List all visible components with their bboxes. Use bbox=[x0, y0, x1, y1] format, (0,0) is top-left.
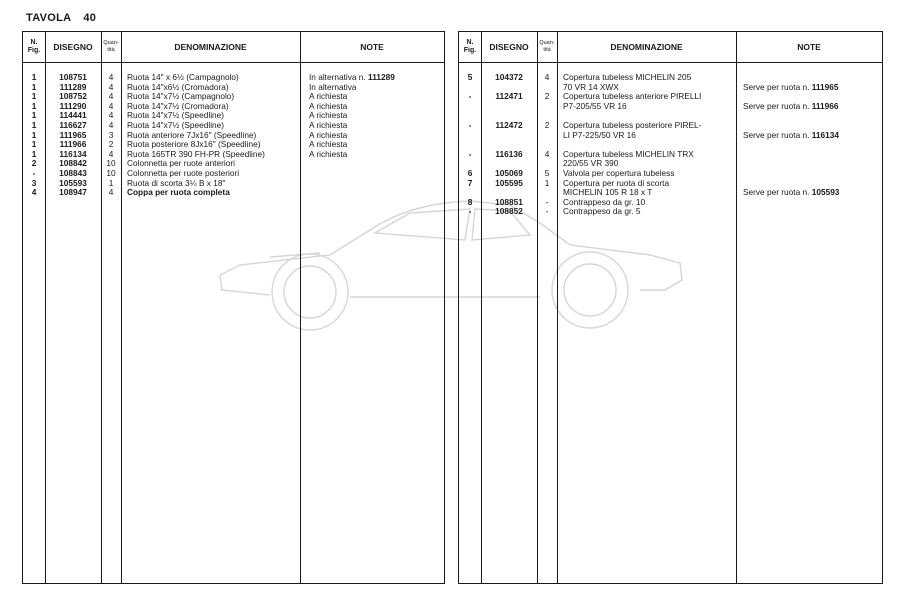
header-quantita: Quan- tità bbox=[539, 40, 555, 53]
table-row bbox=[459, 131, 882, 141]
table-row bbox=[23, 73, 444, 83]
qty-cell: 10 bbox=[106, 167, 116, 178]
code-cell: 105593 bbox=[59, 177, 87, 188]
qty-cell: 4 bbox=[108, 119, 114, 130]
table-row bbox=[459, 102, 882, 112]
description-cell: Ruota 165TR 390 FH-PR (Speedline) bbox=[127, 148, 265, 159]
fig-cell: 1 bbox=[31, 129, 37, 140]
note-cell bbox=[309, 150, 347, 160]
code-cell: 108851 bbox=[495, 196, 523, 207]
code-cell: 108842 bbox=[59, 158, 87, 169]
fig-cell: - bbox=[468, 119, 472, 130]
qty-cell: 2 bbox=[544, 91, 550, 102]
description-cell: LI P7-225/50 VR 16 bbox=[563, 129, 636, 140]
description-cell: Contrappeso da gr. 5 bbox=[563, 206, 641, 217]
description-cell: P7-205/55 VR 16 bbox=[563, 100, 627, 111]
code-cell: 105595 bbox=[495, 177, 523, 188]
note-reference: 111965 bbox=[811, 81, 839, 92]
qty-cell: 1 bbox=[108, 177, 114, 188]
fig-cell: 1 bbox=[31, 72, 37, 82]
note-text: Serve per ruota n. bbox=[743, 129, 810, 140]
description-cell: Ruota anteriore 7Jx16" (Speedline) bbox=[127, 129, 257, 140]
qty-cell: 4 bbox=[108, 81, 114, 92]
qty-cell: 2 bbox=[544, 119, 550, 130]
description-cell: Copertura tubeless anteriore PIRELLI bbox=[563, 91, 702, 102]
fig-cell: 4 bbox=[31, 187, 37, 198]
description-cell: MICHELIN 105 R 18 x T bbox=[563, 187, 653, 198]
fig-cell: 8 bbox=[467, 196, 473, 207]
code-cell: 108751 bbox=[59, 72, 87, 82]
description-cell: Colonnetta per ruote posteriori bbox=[127, 167, 240, 178]
note-reference: 111289 bbox=[368, 72, 395, 82]
qty-cell: - bbox=[545, 206, 549, 217]
fig-cell: 1 bbox=[31, 81, 37, 92]
note-text: In alternativa n. bbox=[309, 72, 366, 82]
description-cell: Contrappeso da gr. 10 bbox=[563, 196, 646, 207]
description-cell: Ruota 14"x7½ (Cromadora) bbox=[127, 100, 229, 111]
code-cell: 111290 bbox=[59, 100, 87, 111]
qty-cell: 4 bbox=[108, 72, 114, 82]
header-disegno: DISEGNO bbox=[489, 42, 529, 52]
fig-cell: 1 bbox=[31, 139, 37, 150]
note-text: A richiesta bbox=[309, 148, 348, 159]
note-text: A richiesta bbox=[309, 110, 348, 121]
page-number: 40 bbox=[83, 12, 97, 24]
qty-cell: 4 bbox=[108, 187, 114, 198]
code-cell: 108752 bbox=[59, 91, 87, 102]
note-text: A richiesta bbox=[309, 91, 348, 102]
code-cell: 114441 bbox=[59, 110, 87, 121]
qty-cell: 3 bbox=[108, 129, 114, 140]
fig-cell: 1 bbox=[31, 119, 37, 130]
table-row bbox=[23, 92, 444, 102]
note-reference: 116134 bbox=[811, 129, 839, 140]
header-denominazione: DENOMINAZIONE bbox=[174, 42, 247, 52]
note-text: A richiesta bbox=[309, 119, 348, 130]
description-cell: Ruota posteriore 8Jx16" (Speedline) bbox=[127, 139, 261, 150]
note-text: Serve per ruota n. bbox=[743, 100, 810, 111]
note-text: A richiesta bbox=[309, 100, 348, 111]
parts-table-right bbox=[458, 31, 883, 584]
description-cell: Copertura tubeless MICHELIN TRX bbox=[563, 148, 694, 159]
header-fig: N. Fig. bbox=[27, 39, 41, 54]
code-cell: 108843 bbox=[59, 167, 87, 178]
fig-cell: 3 bbox=[31, 177, 37, 188]
qty-cell: 4 bbox=[108, 91, 114, 102]
description-cell: Copertura per ruota di scorta bbox=[563, 177, 670, 188]
qty-cell: 4 bbox=[108, 110, 114, 121]
code-cell: 116134 bbox=[59, 148, 87, 159]
description-cell: 220/55 VR 390 bbox=[563, 158, 619, 169]
description-cell: Copertura tubeless posteriore PIREL- bbox=[563, 119, 702, 130]
note-text: A richiesta bbox=[309, 129, 348, 140]
description-cell: Valvola per copertura tubeless bbox=[563, 167, 675, 178]
description-cell: Ruota 14"x6½ (Cromadora) bbox=[127, 81, 229, 92]
parts-table-left bbox=[22, 31, 445, 584]
fig-cell: 2 bbox=[31, 158, 37, 169]
code-cell: 104372 bbox=[495, 72, 523, 82]
fig-cell: - bbox=[32, 167, 36, 178]
note-text: Serve per ruota n. bbox=[743, 187, 810, 198]
right-rows bbox=[459, 73, 882, 217]
fig-cell: 1 bbox=[31, 91, 37, 102]
code-cell: 108852 bbox=[495, 206, 523, 217]
description-cell: 70 VR 14 XWX bbox=[563, 81, 619, 92]
description-cell: Ruota di scorta 3¼ B x 18" bbox=[127, 177, 226, 188]
page-label: TAVOLA bbox=[26, 12, 72, 24]
note-text: Serve per ruota n. bbox=[743, 81, 810, 92]
qty-cell: 4 bbox=[108, 148, 114, 159]
header-note: NOTE bbox=[360, 42, 384, 52]
qty-cell: - bbox=[545, 196, 549, 207]
note-cell bbox=[743, 102, 839, 112]
page-title bbox=[26, 12, 96, 24]
note-reference: 111966 bbox=[811, 100, 839, 111]
note-cell bbox=[743, 83, 839, 93]
fig-cell: 1 bbox=[31, 110, 37, 121]
code-cell: 112472 bbox=[495, 119, 523, 130]
table-row bbox=[459, 207, 882, 217]
code-cell: 116627 bbox=[59, 119, 87, 130]
note-cell bbox=[743, 188, 839, 198]
description-cell: Colonnetta per ruote anteriori bbox=[127, 158, 235, 169]
fig-cell: 6 bbox=[467, 167, 473, 178]
description-cell: Ruota 14" x 6½ (Campagnolo) bbox=[127, 72, 239, 82]
description-cell: Coppa per ruota completa bbox=[127, 187, 230, 198]
fig-cell: 5 bbox=[467, 72, 473, 82]
description-cell: Ruota 14"x7½ (Campagnolo) bbox=[127, 91, 235, 102]
header-fig: N. Fig. bbox=[463, 39, 477, 54]
table-row bbox=[459, 150, 882, 160]
header-disegno: DISEGNO bbox=[53, 42, 93, 52]
qty-cell: 10 bbox=[106, 158, 116, 169]
code-cell: 111965 bbox=[59, 129, 87, 140]
code-cell: 105069 bbox=[495, 167, 523, 178]
description-cell: Copertura tubeless MICHELIN 205 bbox=[563, 72, 692, 82]
fig-cell: - bbox=[468, 206, 472, 217]
note-text: In alternativa bbox=[309, 81, 357, 92]
fig-cell: 1 bbox=[31, 148, 37, 159]
note-cell bbox=[743, 131, 839, 141]
header-note: NOTE bbox=[797, 42, 821, 52]
fig-cell: 1 bbox=[31, 100, 37, 111]
description-cell: Ruota 14"x7½ (Speedline) bbox=[127, 119, 225, 130]
fig-cell: 7 bbox=[467, 177, 473, 188]
qty-cell: 4 bbox=[108, 100, 114, 111]
code-cell: 112471 bbox=[495, 91, 523, 102]
code-cell: 108947 bbox=[59, 187, 87, 198]
note-reference: 105593 bbox=[811, 187, 840, 198]
fig-cell: - bbox=[468, 91, 472, 102]
code-cell: 116136 bbox=[495, 148, 523, 159]
qty-cell: 5 bbox=[544, 167, 550, 178]
qty-cell: 4 bbox=[544, 148, 550, 159]
left-rows bbox=[23, 73, 444, 198]
fig-cell: - bbox=[468, 148, 472, 159]
header-denominazione: DENOMINAZIONE bbox=[610, 42, 683, 52]
description-cell: Ruota 14"x7½ (Speedline) bbox=[127, 110, 225, 121]
qty-cell: 4 bbox=[544, 72, 550, 82]
qty-cell: 1 bbox=[544, 177, 550, 188]
note-text: A richiesta bbox=[309, 139, 348, 150]
qty-cell: 2 bbox=[108, 139, 114, 150]
header-quantita: Quan- tità bbox=[103, 40, 119, 53]
code-cell: 111289 bbox=[59, 81, 87, 92]
table-row bbox=[23, 188, 444, 198]
code-cell: 111966 bbox=[59, 139, 87, 150]
